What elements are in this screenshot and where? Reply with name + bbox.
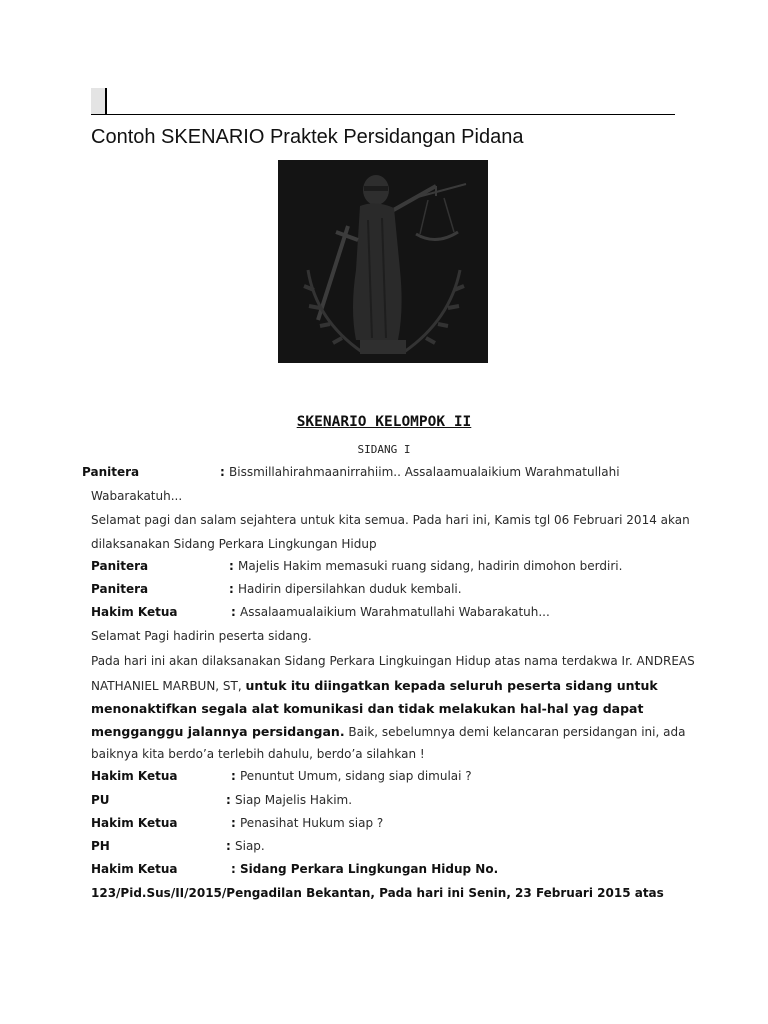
colon-separator: : — [229, 582, 234, 596]
dialogue-line: Pada hari ini akan dilaksanakan Sidang Perkara Lingkuingan Hidup atas nama terdakwa Ir. ANDREAS — [91, 654, 695, 668]
colon-separator: : — [231, 862, 236, 876]
speaker-label: Hakim Ketua — [91, 862, 178, 876]
speaker-label: Panitera — [91, 559, 149, 573]
colon-separator: : — [231, 605, 236, 619]
dialogue-text: Penuntut Umum, sidang siap dimulai ? — [240, 769, 472, 783]
session-label: SIDANG I — [357, 443, 411, 456]
colon-separator: : — [231, 769, 236, 783]
document-title: Contoh SKENARIO Praktek Persidangan Pidana — [91, 126, 524, 148]
dialogue-text: Assalaamualaikium Warahmatullahi Wabarakatuh... — [240, 605, 550, 619]
colon-separator: : — [226, 839, 231, 853]
dialogue-text: Siap. — [235, 839, 265, 853]
dialogue-line: Selamat pagi dan salam sejahtera untuk kita semua. Pada hari ini, Kamis tgl 06 Februari 2014 akan — [91, 513, 690, 527]
dialogue-line: baiknya kita berdo’a terlebih dahulu, berdo’a silahkan ! — [91, 747, 425, 761]
speaker-label: Panitera — [91, 582, 149, 596]
lady-justice-icon — [278, 160, 488, 363]
colon-separator: : — [220, 465, 225, 479]
dialogue-bold-text: untuk itu diingatkan kepada seluruh peserta sidang untuk — [245, 678, 658, 693]
dialogue-bold-line: menonaktifkan segala alat komunikasi dan tidak melakukan hal-hal yag dapat — [91, 701, 644, 716]
dialogue-text: Baik, sebelumnya demi kelancaran persidangan ini, ada — [348, 725, 686, 739]
dialogue-text: Hadirin dipersilahkan duduk kembali. — [238, 582, 462, 596]
speaker-label: Hakim Ketua — [91, 769, 178, 783]
dialogue-line: Selamat Pagi hadirin peserta sidang. — [91, 629, 312, 643]
speaker-label: Hakim Ketua — [91, 816, 178, 830]
dialogue-line: dilaksanakan Sidang Perkara Lingkungan Hidup — [91, 537, 377, 551]
dialogue-text: Penasihat Hukum siap ? — [240, 816, 384, 830]
dialogue-line — [91, 724, 685, 739]
dialogue-line: Wabarakatuh... — [91, 489, 183, 503]
speaker-label: PU — [91, 793, 110, 807]
dialogue-text: Bissmillahirahmaanirrahiim.. Assalaamualaikium Warahmatullahi — [229, 465, 620, 479]
speaker-label: Panitera — [82, 465, 140, 479]
section-heading: SKENARIO KELOMPOK II — [296, 414, 472, 430]
colon-separator: : — [229, 559, 234, 573]
speaker-label: PH — [91, 839, 110, 853]
dialogue-line — [91, 678, 658, 693]
dialogue-text: NATHANIEL MARBUN, ST, — [91, 679, 242, 693]
justice-statue-image — [278, 160, 488, 363]
header-rule — [91, 114, 675, 115]
text-cursor-marker — [91, 88, 107, 114]
dialogue-bold-text: mengganggu jalannya persidangan. — [91, 724, 345, 739]
dialogue-bold-line: 123/Pid.Sus/II/2015/Pengadilan Bekantan, Pada hari ini Senin, 23 Februari 2015 atas — [91, 886, 664, 900]
dialogue-text: Siap Majelis Hakim. — [235, 793, 353, 807]
dialogue-bold-text: Sidang Perkara Lingkungan Hidup No. — [240, 862, 499, 876]
dialogue-text: Majelis Hakim memasuki ruang sidang, hadirin dimohon berdiri. — [238, 559, 623, 573]
colon-separator: : — [231, 816, 236, 830]
colon-separator: : — [226, 793, 231, 807]
speaker-label: Hakim Ketua — [91, 605, 178, 619]
